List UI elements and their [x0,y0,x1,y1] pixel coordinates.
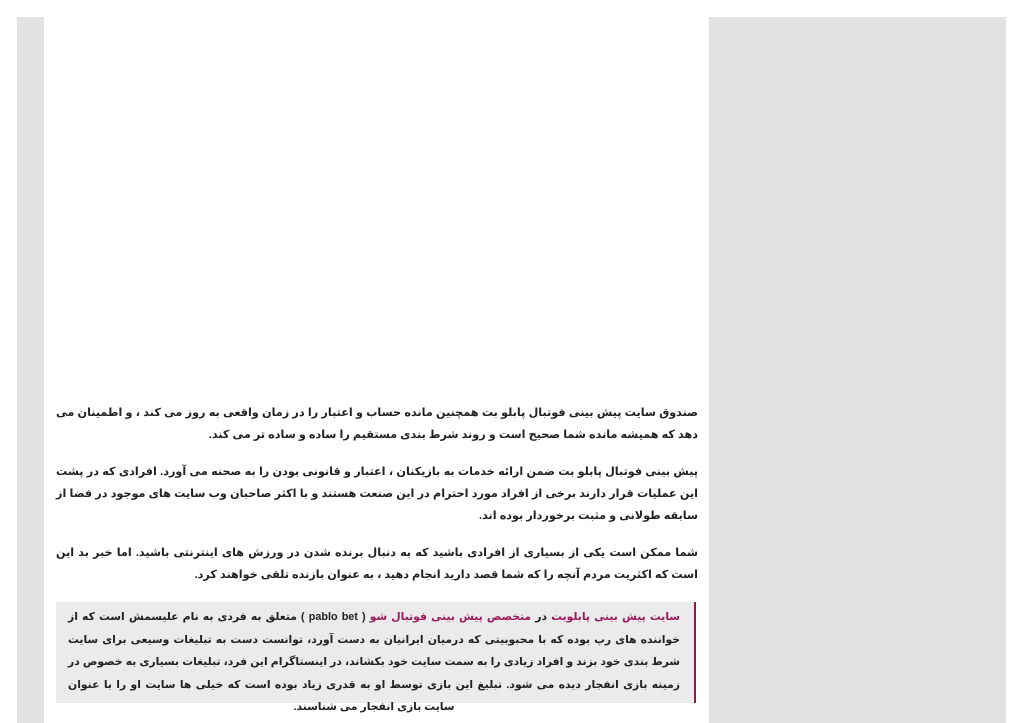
pablobet-site-link[interactable]: سایت پیش بینی پابلوبت [551,611,680,623]
article-body [56,402,698,601]
blockquote [56,602,696,713]
quote-brand-name: ( pablo bet ) [296,611,370,623]
article-paragraph: پیش بینی فوتبال پابلو بت ضمن ارائه خدمات به بازیکنان ، اعتبار و قانونی بودن را به صحنه می آورد. افرادی که در پشت این عملیات قرار دارند برخی از افراد مورد احترام در این صنعت هستند و با اکثر صاحبان وب سایت های موجود در فضا از سابقه طولانی و مثبت برخوردار بوده اند. [56,466,698,522]
sidebar [709,17,1006,723]
quote-text: متعلق به فردی به نام علیسمش است که از خواننده های رپ بوده که با محبوبیتی که درمیان ایرانیان به دست آورد، توانست دست به تبلیغات وسیعی برای سایت شرط بندی خود بزند و افراد زیادی را به سمت سایت خود بکشاند، در اینستاگرام این فرد، تبلیغات بسیاری به خصوص در زمینه بازی انفجار دیده می شود. تبلیغ این بازی توسط او به قدری زیاد بوده است که خیلی ها سایت او را با عنوان سایت بازی انفجار می شناسند. [68,611,680,713]
article-paragraph: شما ممکن است یکی از بسیاری از افرادی باشید که به دنبال برنده شدن در ورزش های اینترنتی باشید. اما خبر بد این است که اکثریت مردم آنچه را که شما قصد دارید انجام دهید ، به عنوان بازنده تلقی خواهند کرد. [56,547,698,581]
article-paragraph: صندوق سایت پیش بینی فوتبال پابلو بت همچنین مانده حساب و اعتبار را در زمان واقعی به روز می کند ، و اطمینان می دهد که همیشه مانده شما صحیح است و روند شرط بندی مستقیم را ساده و ساده تر می کند. [56,407,698,441]
quote-text: در [531,611,552,623]
football-prediction-expert-link[interactable]: متخصص پیش بینی فوتبال شو [369,611,532,623]
